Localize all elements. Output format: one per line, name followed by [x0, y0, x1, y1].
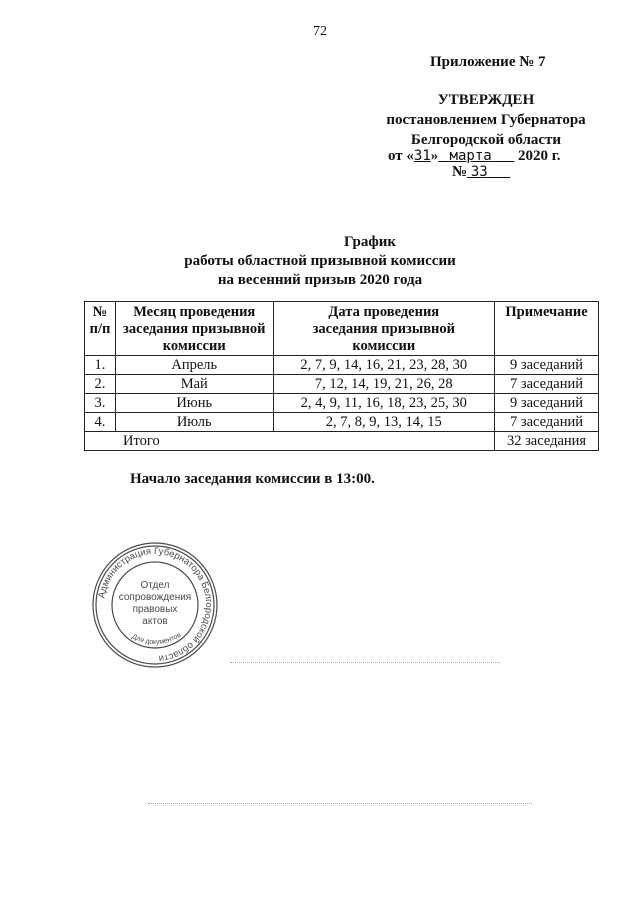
number-value: 33 — [470, 164, 488, 180]
table-row — [85, 375, 599, 394]
cell-dates: 2, 7, 9, 14, 16, 21, 23, 28, 30 — [273, 356, 495, 375]
total-label: Итого — [85, 432, 495, 451]
cell-note: 9 заседаний — [495, 394, 599, 413]
cell-dates: 2, 4, 9, 11, 16, 18, 23, 25, 30 — [273, 394, 495, 413]
title-line-2: работы областной призывной комиссии — [184, 253, 456, 269]
scan-mark — [148, 803, 532, 805]
header-month: Месяц проведения заседания призывной комиссии — [115, 302, 273, 356]
table-row — [85, 356, 599, 375]
date-month: марта — [449, 148, 492, 164]
meeting-start-note: Начало заседания комиссии в 13:00. — [130, 471, 375, 487]
title-line-1: График — [343, 234, 397, 250]
title-line-3: на весенний призыв 2020 года — [217, 272, 423, 288]
stamp-line-2: сопровождения — [118, 592, 192, 603]
table-row — [85, 394, 599, 413]
decree-number — [452, 164, 510, 181]
official-stamp — [90, 540, 220, 670]
cell-num: 1. — [85, 356, 116, 375]
cell-month: Июль — [115, 413, 273, 432]
total-value: 32 заседания — [495, 432, 599, 451]
cell-month: Июнь — [115, 394, 273, 413]
scan-mark — [230, 662, 500, 664]
cell-dates: 2, 7, 8, 9, 13, 14, 15 — [273, 413, 495, 432]
cell-num: 2. — [85, 375, 116, 394]
appendix-label: Приложение № 7 — [430, 54, 546, 70]
date-mid: » — [430, 148, 439, 164]
schedule-table — [84, 301, 599, 451]
cell-month: Май — [115, 375, 273, 394]
cell-note: 7 заседаний — [495, 413, 599, 432]
cell-note: 7 заседаний — [495, 375, 599, 394]
stamp-line-3: правовых — [132, 604, 178, 615]
decree-line-2: Белгородской области — [410, 132, 562, 148]
stamp-ring-text: Администрация Губернатора Белгородской области — [96, 545, 215, 664]
cell-note: 9 заседаний — [495, 356, 599, 375]
cell-month: Апрель — [115, 356, 273, 375]
table-total-row — [85, 432, 599, 451]
header-num: № п/п — [85, 302, 116, 356]
stamp-line-4: актов — [142, 616, 168, 627]
header-note: Примечание — [495, 302, 599, 356]
date-year: 2020 г. — [517, 148, 561, 164]
decree-line-1: постановлением Губернатора — [386, 112, 586, 128]
date-prefix: от « — [388, 148, 414, 164]
table-row — [85, 413, 599, 432]
approved-title: УТВЕРЖДЕН — [437, 92, 535, 108]
stamp-bottom-text: Для документов — [130, 631, 183, 647]
cell-dates: 7, 12, 14, 19, 21, 26, 28 — [273, 375, 495, 394]
cell-num: 3. — [85, 394, 116, 413]
stamp-line-1: Отдел — [140, 580, 170, 591]
number-prefix: № — [452, 164, 468, 180]
cell-num: 4. — [85, 413, 116, 432]
date-day: 31 — [413, 148, 431, 164]
table-header-row — [85, 302, 599, 356]
schedule-title — [0, 233, 640, 290]
page-number: 72 — [313, 24, 327, 39]
header-dates: Дата проведения заседания призывной комиссии — [273, 302, 495, 356]
decree-date — [388, 148, 561, 165]
